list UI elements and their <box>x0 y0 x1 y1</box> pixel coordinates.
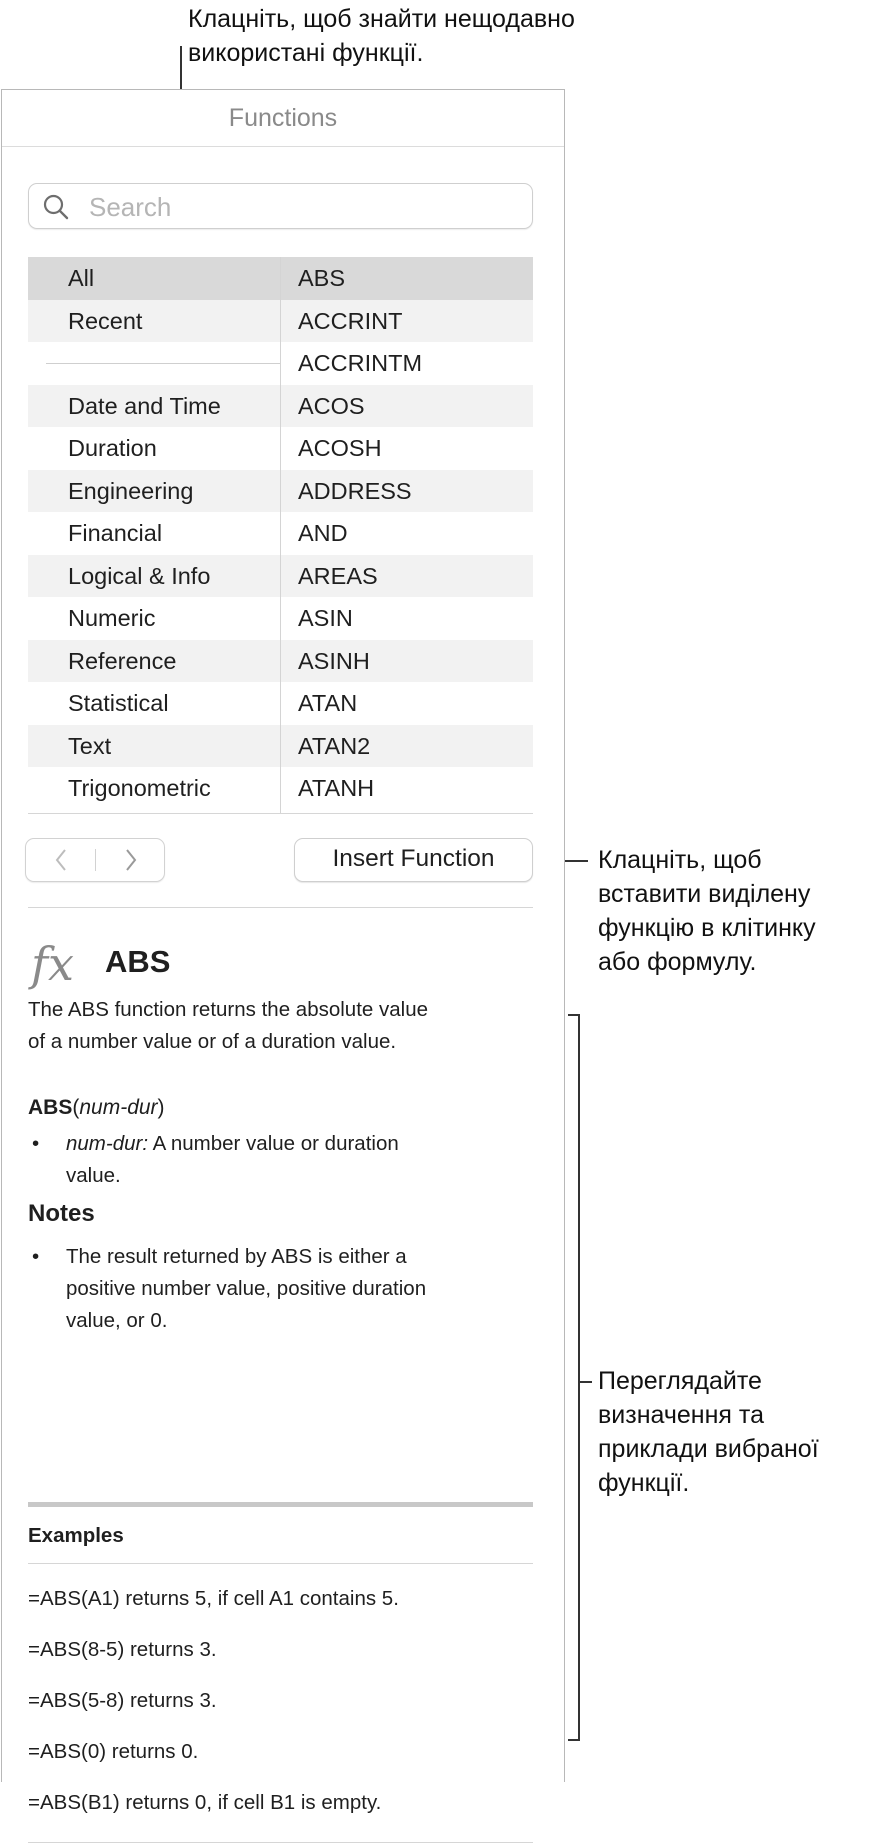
category-item[interactable]: Duration <box>68 435 157 461</box>
argument-text: A number value or duration <box>148 1132 399 1155</box>
search-field[interactable] <box>28 183 533 229</box>
back-button[interactable] <box>26 839 95 881</box>
divider <box>28 1563 533 1564</box>
function-item[interactable]: AND <box>298 520 348 546</box>
category-item[interactable]: Financial <box>68 520 163 546</box>
function-item[interactable]: ACOSH <box>298 435 382 461</box>
panel-title: Functions <box>2 90 564 147</box>
callout-line: функції. <box>598 1469 690 1497</box>
argument-name: num-dur: <box>66 1132 149 1155</box>
example-line: =ABS(8-5) returns 3. <box>28 1638 217 1661</box>
function-item[interactable]: ATANH <box>298 775 375 801</box>
category-item[interactable]: Date and Time <box>28 385 280 428</box>
description-line: The ABS function returns the absolute value <box>28 998 429 1021</box>
callout-line: Клацніть, щоб <box>598 846 762 874</box>
function-title: ABS <box>105 944 171 979</box>
category-item[interactable]: Reference <box>28 640 280 683</box>
category-item[interactable]: Recent <box>28 300 280 343</box>
callout-line: приклади вибраної <box>598 1435 819 1463</box>
function-item[interactable]: ADDRESS <box>281 470 533 513</box>
example-line: =ABS(0) returns 0. <box>28 1740 199 1763</box>
bullet-icon: • <box>32 1132 40 1155</box>
search-icon <box>42 193 70 221</box>
function-item[interactable]: ATAN2 <box>281 725 533 768</box>
note-line: value, or 0. <box>66 1309 168 1332</box>
insert-function-button[interactable]: Insert Function <box>294 838 533 882</box>
function-item[interactable]: AREAS <box>281 555 533 598</box>
category-item[interactable]: Trigonometric <box>68 775 211 801</box>
function-browser <box>28 257 533 814</box>
function-description <box>28 994 528 1058</box>
function-item[interactable]: ASINH <box>281 640 533 683</box>
examples-heading: Examples <box>28 1524 124 1547</box>
callout-line: визначення та <box>598 1401 764 1429</box>
function-item[interactable]: ACCRINT <box>281 300 533 343</box>
category-item[interactable]: All <box>28 257 280 300</box>
callout-insert <box>598 843 816 979</box>
syntax-paren: ( <box>72 1096 80 1119</box>
example-line: =ABS(A1) returns 5, if cell A1 contains 5. <box>28 1587 399 1610</box>
example-line: =ABS(B1) returns 0, if cell B1 is empty. <box>28 1791 382 1814</box>
category-list <box>28 257 281 813</box>
function-item[interactable]: ACCRINTM <box>298 350 423 376</box>
function-item[interactable]: ABS <box>281 257 533 300</box>
functions-panel <box>1 89 565 1814</box>
function-item[interactable]: ATAN <box>298 690 358 716</box>
fx-icon: fx <box>31 937 74 991</box>
callout-line: Клацніть, щоб знайти нещодавно <box>188 5 575 33</box>
syntax-name: ABS <box>28 1096 73 1119</box>
category-item[interactable]: Engineering <box>28 470 280 513</box>
category-item[interactable]: Text <box>28 725 280 768</box>
examples-divider <box>28 1502 533 1507</box>
function-list <box>281 257 533 810</box>
category-item[interactable]: Logical & Info <box>28 555 280 598</box>
argument-text: value. <box>66 1164 121 1187</box>
note-item <box>28 1241 528 1337</box>
callout-line: функцію в клітинку <box>598 914 816 942</box>
callout-recent <box>188 2 575 70</box>
callout-leader-line <box>580 1381 592 1383</box>
callout-line: використані функції. <box>188 39 424 67</box>
category-item[interactable]: Statistical <box>68 690 169 716</box>
syntax-arg: num-dur <box>79 1096 158 1119</box>
note-line: The result returned by ABS is either a <box>66 1245 407 1268</box>
category-separator <box>28 342 280 385</box>
syntax-paren: ) <box>157 1096 165 1119</box>
callout-line: або формулу. <box>598 948 757 976</box>
note-line: positive number value, positive duration <box>66 1277 427 1300</box>
callout-bracket <box>568 1014 580 1741</box>
function-item[interactable]: ACOS <box>281 385 533 428</box>
description-line: of a number value or of a duration value. <box>28 1030 397 1053</box>
search-input[interactable] <box>87 190 511 224</box>
callout-view <box>598 1364 819 1500</box>
argument-item <box>28 1128 528 1192</box>
chevron-right-icon <box>124 848 138 872</box>
example-line: =ABS(5-8) returns 3. <box>28 1689 217 1712</box>
callout-line: Переглядайте <box>598 1367 762 1395</box>
history-nav <box>25 838 165 882</box>
callout-line: вставити виділену <box>598 880 811 908</box>
function-item[interactable]: ASIN <box>298 605 353 631</box>
category-item[interactable]: Numeric <box>68 605 156 631</box>
forward-button[interactable] <box>96 839 165 881</box>
bullet-icon: • <box>32 1245 40 1268</box>
function-syntax <box>28 1092 165 1124</box>
divider <box>28 907 533 908</box>
chevron-left-icon <box>54 848 68 872</box>
notes-heading: Notes <box>28 1200 95 1227</box>
